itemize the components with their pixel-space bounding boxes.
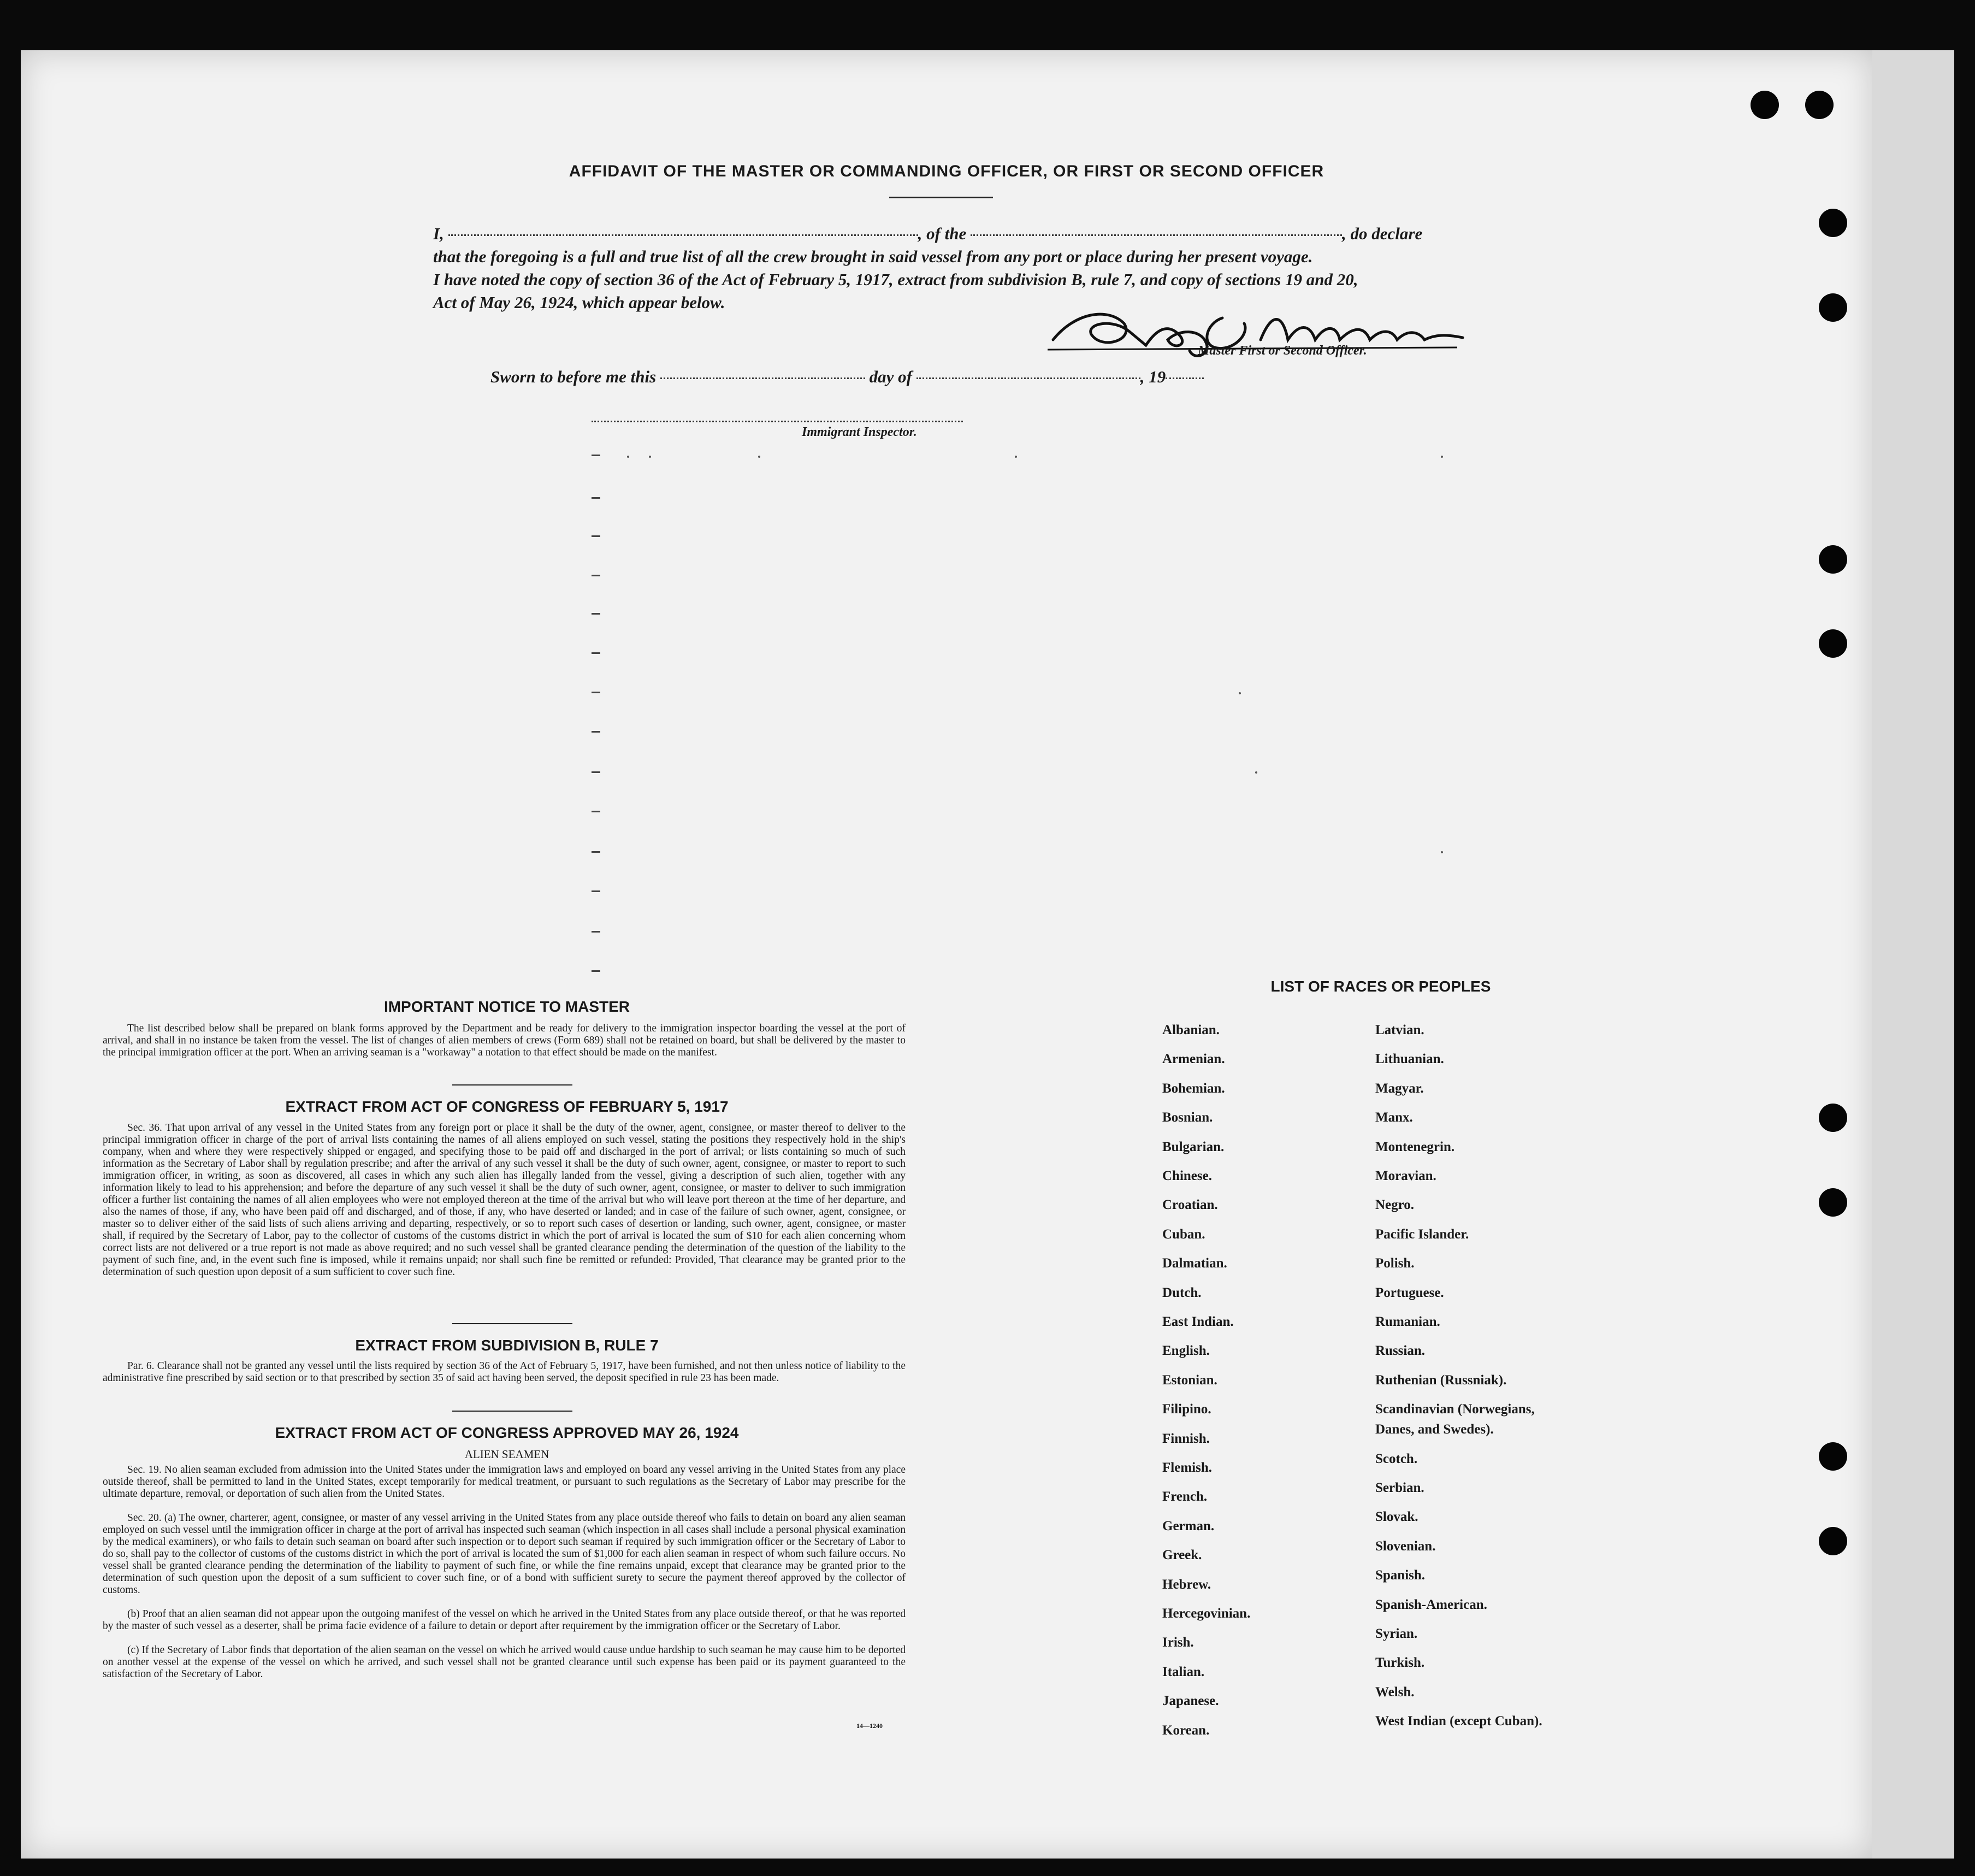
sworn-line — [490, 367, 1204, 387]
race-item: East Indian. — [1162, 1314, 1234, 1329]
affidavit-line-4: Act of May 26, 1924, which appear below. — [433, 293, 725, 312]
race-item: Serbian. — [1375, 1480, 1424, 1495]
race-item: Flemish. — [1162, 1460, 1212, 1475]
sec-19-text: Sec. 19. No alien seaman excluded from admission into the United States under the immigration laws and employed on board any vessel arriving in the United States from any place outside thereof, shall be permitted to land in the United States, except temporarily for medical treatment, or pursuant to such regulations as the Secretary of Labor may prescribe for the ultimate departure, removal, or deportation of such alien from the United States. — [103, 1464, 906, 1500]
form-number: 14—1240 — [856, 1722, 883, 1730]
row-tick — [592, 575, 600, 576]
subdivision-b-title: EXTRACT FROM SUBDIVISION B, RULE 7 — [355, 1337, 659, 1354]
sec-20c-text: (c) If the Secretary of Labor finds that deportation of the alien seaman on the vessel on which he arrived would cause undue hardship to such seaman he may cause him to be deported on another vessel at the expense of the vessel on which he arrived, and such vessel shall not be granted clearance until such expense has been paid or its payment guaranteed to the satisfaction of the Secretary of Labor. — [103, 1644, 906, 1680]
affidavit-of-the: , of the — [918, 224, 967, 243]
sworn-year-blank — [1166, 377, 1204, 379]
races-title: LIST OF RACES OR PEOPLES — [1270, 978, 1491, 995]
inspector-caption: Immigrant Inspector. — [802, 425, 917, 439]
section-divider — [452, 1323, 572, 1324]
row-tick — [592, 731, 600, 733]
master-name-blank — [448, 234, 918, 236]
row-tick — [592, 811, 600, 812]
sworn-year: , 19 — [1140, 367, 1166, 386]
sworn-prefix: Sworn to before me this — [490, 367, 657, 386]
row-tick — [592, 931, 600, 933]
race-item: French. — [1162, 1489, 1208, 1505]
sworn-month-blank — [916, 377, 1140, 379]
race-item: Spanish. — [1375, 1568, 1426, 1583]
race-item: Filipino. — [1162, 1402, 1211, 1417]
race-item: Syrian. — [1375, 1626, 1418, 1641]
title-underline — [889, 197, 993, 198]
inspector-signature-line — [592, 421, 963, 422]
extract-1917-text: Sec. 36. That upon arrival of any vessel in the United States from any foreign port or place it shall be the duty of the owner, agent, consignee, or master thereof to deliver to the principal immigration officer in charge of the port of arrival lists containing the names of all aliens employed on such vessel, stating the positions they respectively hold in the ship's company, when and where they were respectively shipped or engaged, and specifying those to be paid off and discharged in the port of arrival; or lists containing so much of such information as the Secretary of Labor shall by regulation prescribe; and after the arrival of any such vessel it shall be the duty of such owner, agent, consignee, or master to report to such immigration officer, in writing, as soon as discovered, all cases in which any such alien has illegally landed from the vessel, giving a description of such alien, together with any information likely to lead to his apprehension; and before the departure of any such vessel it shall be the duty of such owner, agent, consignee, or master to deliver to such immigration officer a further list containing the names of all alien employees who were not employed thereon at the time of the arrival but who will leave port thereon at the time of her departure, and also the names of those, if any, who have been paid off and discharged, and of those, if any, who have deserted or landed; and in case of the failure of such owner, agent, consignee, or master so to deliver either of the said lists of such aliens arriving and departing, respectively, or so to report such cases of desertion or landing, such owner, agent, consignee, or master shall, if required by the Secretary of Labor, pay to the collector of customs of the customs district in which the port of arrival is located the sum of $10 for each alien concerning whom correct lists are not delivered or a true report is not made as above required; and no such vessel shall be granted clearance pending the determination of the question of the liability to the payment of such fine, and, in the event such fine is imposed, while it remains unpaid; nor shall such fine be remitted or refunded: Provided, That clearance may be granted prior to the determination of such question upon deposit of a sum sufficient to cover such fine. — [103, 1122, 906, 1278]
race-item: Scandinavian (Norwegians, — [1375, 1402, 1535, 1417]
race-item: Armenian. — [1162, 1052, 1225, 1067]
content-layer — [21, 50, 1872, 1859]
race-item: Russian. — [1375, 1343, 1426, 1359]
race-item: Albanian. — [1162, 1023, 1220, 1037]
notice-text: The list described below shall be prepared on blank forms approved by the Department and be ready for delivery to the immigration inspector boarding the vessel at the port of arrival, and shall in no instance be taken from the vessel. The list of changes of alien members of crews (Form 689) shall not be retained on board, but shall be delivered by the master to the principal immigration officer at the port. When an arriving seaman is a "workaway" a notation to that effect should be made on the manifest. — [103, 1023, 906, 1058]
race-item: English. — [1162, 1343, 1210, 1359]
race-item: Turkish. — [1375, 1655, 1425, 1671]
extract-1924-title: EXTRACT FROM ACT OF CONGRESS APPROVED MAY 26, 1924 — [275, 1424, 739, 1441]
race-item: Finnish. — [1162, 1431, 1210, 1446]
race-item: Japanese. — [1162, 1694, 1219, 1709]
sec-20a-text: Sec. 20. (a) The owner, charterer, agent, consignee, or master of any vessel arriving in the United States from any place outside thereof who fails to detain on board any alien seaman employed on such vessel until the immigration officer in charge at the port of arrival has inspected such seaman (which inspection in all cases shall include a personal physical examination by the medical examiners), or who fails to detain such seaman on board after such inspection or to deport such seaman if required by such immigration officer or the Secretary of Labor to do so, shall pay to the collector of customs of the customs district in which the port of arrival is located the sum of $1,000 for each alien seaman in respect of whom such failure occurs. No vessel shall be granted clearance pending the determination of the liability to payment of such fine, or while the fine remains unpaid, except that clearance may be granted prior to the determination of such question upon the deposit of a sum sufficient to cover such fine, or of a bond with sufficient surety to secure the payment thereof approved by the collector of customs. — [103, 1512, 906, 1596]
race-item: Danes, and Swedes). — [1375, 1422, 1494, 1437]
race-item: Latvian. — [1375, 1023, 1424, 1037]
race-item: Korean. — [1162, 1722, 1210, 1738]
race-item: Portuguese. — [1375, 1285, 1444, 1300]
row-tick — [592, 652, 600, 654]
race-item: Scotch. — [1375, 1451, 1418, 1466]
race-item: Irish. — [1162, 1635, 1194, 1650]
sec-20b-text: (b) Proof that an alien seaman did not appear upon the outgoing manifest of the vessel on which he arrived in the United States from any place outside thereof, or that he was reported by the master of such vessel as a deserter, shall be prima facie evidence of a failure to detain or deport after requirement by the immigration officer or the Secretary of Labor. — [103, 1608, 906, 1632]
sworn-day-blank — [660, 377, 865, 379]
row-tick — [592, 455, 600, 456]
speck — [1441, 851, 1443, 853]
race-item: Bohemian. — [1162, 1081, 1225, 1096]
subdivision-b-text: Par. 6. Clearance shall not be granted any vessel until the lists required by section 36 of the Act of February 5, 1917, have been furnished, and not then unless notice of liability to the administrative fine prescribed by said section or to that prescribed by section 35 of said act having been served, the deposit specified in rule 23 has been made. — [103, 1360, 906, 1384]
row-tick — [592, 970, 600, 972]
race-item: Italian. — [1162, 1664, 1205, 1679]
speck — [1239, 692, 1241, 694]
section-divider — [452, 1084, 572, 1086]
race-item: Dalmatian. — [1162, 1256, 1227, 1271]
speck — [627, 456, 629, 458]
speck — [1255, 771, 1257, 774]
row-tick — [592, 497, 600, 499]
sworn-day-of: day of — [869, 367, 912, 386]
handwritten-signature — [1042, 302, 1468, 373]
signature-caption: Master First or Second Officer. — [1198, 344, 1367, 358]
race-item: Hercegovinian. — [1162, 1606, 1251, 1621]
race-item: Chinese. — [1162, 1169, 1212, 1183]
row-tick — [592, 890, 600, 892]
section-divider — [452, 1411, 572, 1412]
race-item: German. — [1162, 1518, 1215, 1533]
race-item: Spanish-American. — [1375, 1597, 1487, 1612]
race-item: Pacific Islander. — [1375, 1226, 1469, 1242]
speck — [1015, 456, 1017, 458]
race-item: Bulgarian. — [1162, 1139, 1225, 1154]
race-item: West Indian (except Cuban). — [1375, 1714, 1542, 1729]
race-item: Cuban. — [1162, 1226, 1205, 1242]
race-item: Magyar. — [1375, 1081, 1424, 1096]
race-item: Greek. — [1162, 1548, 1202, 1563]
extract-1917-title: EXTRACT FROM ACT OF CONGRESS OF FEBRUARY 5, 1917 — [285, 1098, 729, 1115]
race-item: Slovenian. — [1375, 1538, 1436, 1554]
speck — [649, 456, 651, 458]
affidavit-line-3: I have noted the copy of section 36 of the Act of February 5, 1917, extract from subdivision B, rule 7, and copy of sections 19 and 20, — [433, 270, 1358, 289]
race-item: Dutch. — [1162, 1285, 1202, 1300]
affidavit-title: AFFIDAVIT OF THE MASTER OR COMMANDING OFFICER, OR FIRST OR SECOND OFFICER — [569, 162, 1324, 180]
affidavit-line-1 — [433, 224, 1422, 244]
race-item: Montenegrin. — [1375, 1139, 1455, 1154]
race-item: Ruthenian (Russniak). — [1375, 1372, 1507, 1388]
race-item: Croatian. — [1162, 1197, 1218, 1213]
race-item: Hebrew. — [1162, 1577, 1211, 1592]
alien-seamen-subtitle: ALIEN SEAMEN — [464, 1448, 549, 1461]
race-item: Lithuanian. — [1375, 1052, 1444, 1067]
race-item: Polish. — [1375, 1256, 1415, 1271]
row-tick — [592, 535, 600, 537]
row-tick — [592, 692, 600, 693]
affidavit-i: I, — [433, 224, 444, 243]
race-item: Moravian. — [1375, 1169, 1436, 1183]
row-tick — [592, 613, 600, 615]
race-item: Slovak. — [1375, 1509, 1418, 1525]
notice-title: IMPORTANT NOTICE TO MASTER — [383, 998, 630, 1015]
affidavit-declare: , do declare — [1342, 224, 1423, 243]
race-item: Negro. — [1375, 1197, 1415, 1213]
speck — [1441, 456, 1443, 458]
affidavit-line-2: that the foregoing is a full and true list of all the crew brought in said vessel from any port or place during her present voyage. — [433, 247, 1313, 266]
speck — [758, 456, 760, 458]
race-item: Rumanian. — [1375, 1314, 1440, 1329]
race-item: Bosnian. — [1162, 1110, 1213, 1125]
adjacent-page-edge — [1872, 50, 1954, 1859]
race-item: Manx. — [1375, 1110, 1413, 1125]
vessel-name-blank — [971, 234, 1342, 236]
race-item: Estonian. — [1162, 1372, 1217, 1388]
race-item: Welsh. — [1375, 1684, 1415, 1700]
row-tick — [592, 771, 600, 773]
row-tick — [592, 851, 600, 853]
